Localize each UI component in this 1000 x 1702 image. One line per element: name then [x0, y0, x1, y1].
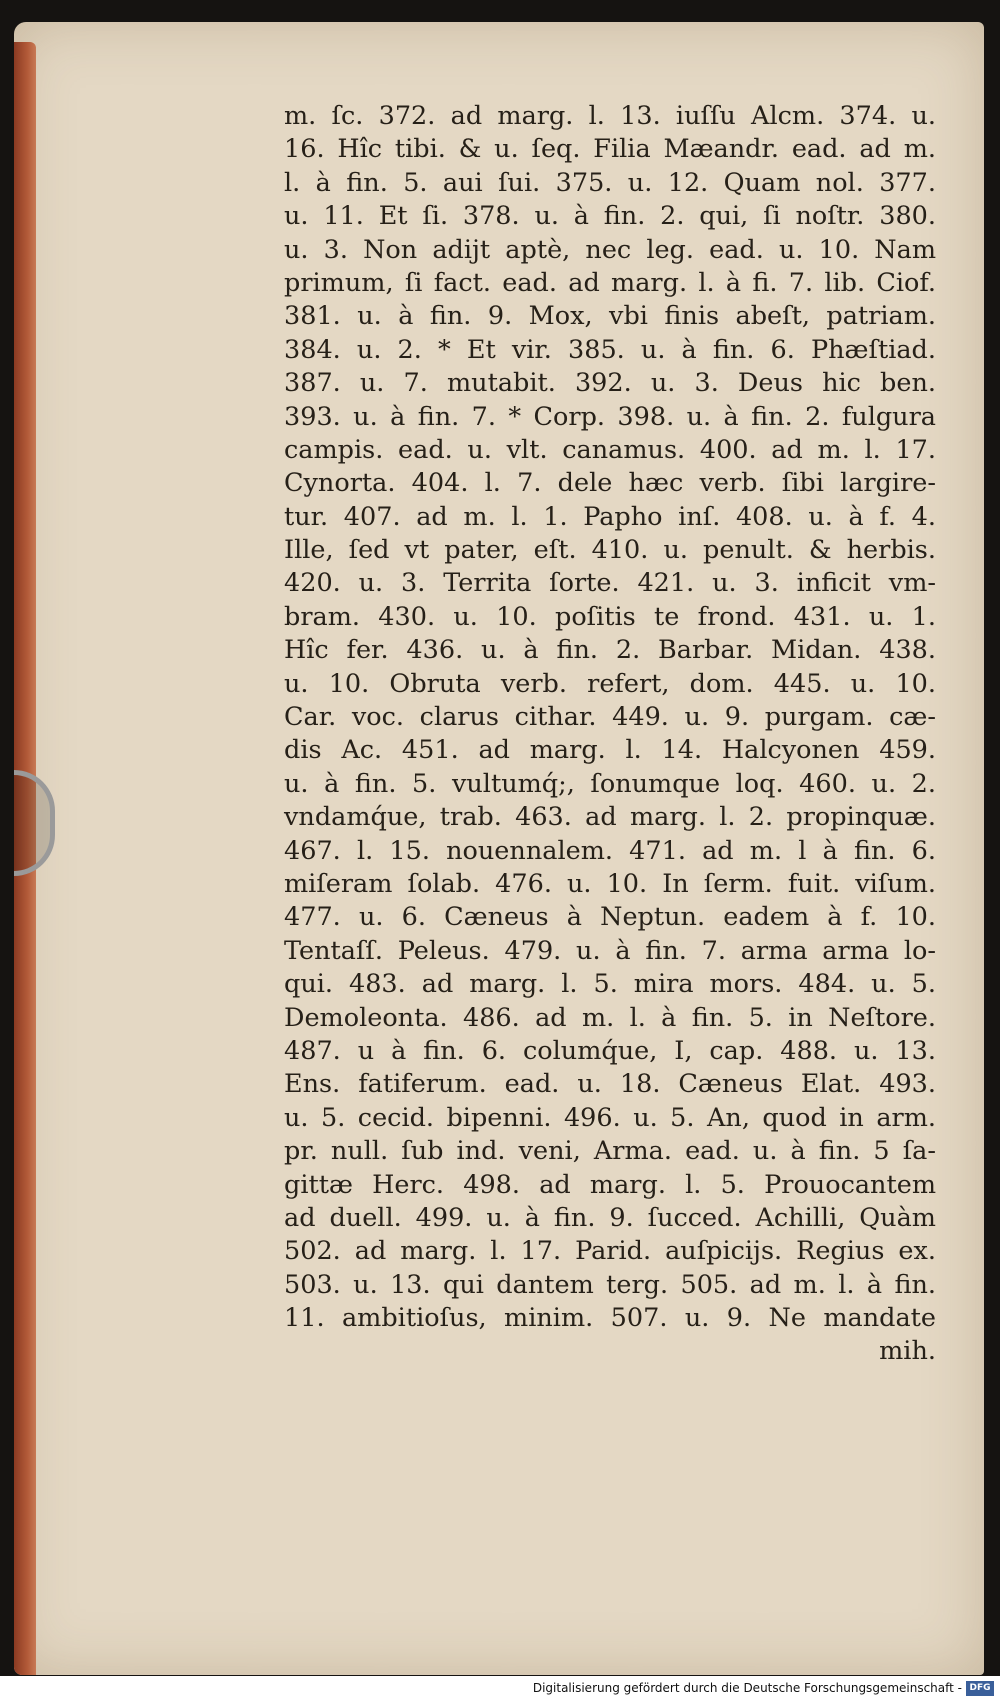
text-line: 502. ad marg. l. 17. Parid. auſpicijs. Regius ex.	[284, 1236, 936, 1267]
funding-notice: Digitalisierung gefördert durch die Deutsche Forschungsgemeinschaft -	[532, 1681, 962, 1695]
text-line: 387. u. 7. mutabit. 392. u. 3. Deus hic ben.	[284, 368, 936, 399]
text-line: gittæ Herc. 498. ad marg. l. 5. Prouocantem	[284, 1169, 936, 1200]
text-line: 16. Hîc tibi. & u. ſeq. Filia Mæandr. ead. ad m.	[284, 134, 936, 165]
text-line: dis Ac. 451. ad marg. l. 14. Halcyonen 459.	[284, 735, 936, 766]
catchword: mih.	[879, 1336, 936, 1367]
text-line: 477. u. 6. Cæneus à Neptun. eadem à f. 10.	[284, 902, 936, 933]
text-line: 381. u. à fin. 9. Mox, vbi finis abeſt, patriam.	[284, 301, 936, 332]
footer-bar	[0, 1676, 1000, 1702]
text-line: 384. u. 2. * Et vir. 385. u. à fin. 6. Phæſtiad.	[284, 334, 936, 365]
text-line: Tentaſſ. Peleus. 479. u. à fin. 7. arma arma lo-	[284, 935, 936, 966]
text-line: u. 10. Obruta verb. refert, dom. 445. u. 10.	[284, 668, 936, 699]
text-line: tur. 407. ad m. l. 1. Papho inſ. 408. u. à f. 4.	[284, 501, 936, 532]
book-page	[14, 22, 984, 1675]
text-line: 467. l. 15. nouennalem. 471. ad m. l à fin. 6.	[284, 835, 936, 866]
text-line: campis. ead. u. vlt. canamus. 400. ad m. l. 17.	[284, 434, 936, 465]
text-line: u. 11. Et ſi. 378. u. à fin. 2. qui, ſi noſtr. 380.	[284, 201, 936, 232]
metal-clasp	[14, 770, 55, 876]
text-line: 11. ambitioſus, minim. 507. u. 9. Ne mandate	[284, 1303, 936, 1334]
text-line: primum, ſi fact. ead. ad marg. l. à fi. 7. lib. Ciof.	[284, 267, 936, 298]
text-line: ad duell. 499. u. à fin. 9. ſucced. Achilli, Quàm	[284, 1202, 936, 1233]
text-line: miſeram ſolab. 476. u. 10. In ſerm. fuit. viſum.	[284, 868, 936, 899]
text-line: vndamq́ue, trab. 463. ad marg. l. 2. propinquæ.	[284, 802, 936, 833]
text-line: u. à fin. 5. vultumq́;, ſonumque loq. 460. u. 2.	[284, 768, 936, 799]
text-line: 420. u. 3. Territa ſorte. 421. u. 3. inficit vm-	[284, 568, 936, 599]
text-line: pr. null. ſub ind. veni, Arma. ead. u. à fin. 5 ſa-	[284, 1136, 936, 1167]
text-line: bram. 430. u. 10. poſitis te frond. 431. u. 1.	[284, 601, 936, 632]
dfg-logo: DFG	[966, 1681, 994, 1696]
text-line: Car. voc. clarus cithar. 449. u. 9. purgam. cæ-	[284, 702, 936, 733]
text-line: 393. u. à fin. 7. * Corp. 398. u. à fin. 2. fulgura	[284, 401, 936, 432]
text-line: Demoleonta. 486. ad m. l. à fin. 5. in Neſtore.	[284, 1002, 936, 1033]
text-line: m. ſc. 372. ad marg. l. 13. iuſſu Alcm. 374. u.	[284, 101, 936, 131]
text-line: 487. u à fin. 6. columq́ue, I, cap. 488. u. 13.	[284, 1035, 936, 1066]
text-line: u. 5. cecid. bipenni. 496. u. 5. An, quod in arm.	[284, 1102, 936, 1133]
text-line: 503. u. 13. qui dantem terg. 505. ad m. l. à fin.	[284, 1269, 936, 1300]
text-line: l. à fin. 5. aui ſui. 375. u. 12. Quam nol. 377.	[284, 167, 936, 198]
text-line: Ens. fatiferum. ead. u. 18. Cæneus Elat. 493.	[284, 1069, 936, 1100]
text-line: Cynorta. 404. l. 7. dele hæc verb. ſibi largire-	[284, 468, 936, 499]
text-line: Ille, ſed vt pater, eſt. 410. u. penult. & herbis.	[284, 535, 936, 566]
text-line: Hîc fer. 436. u. à fin. 2. Barbar. Midan. 438.	[284, 635, 936, 666]
errata-text-block	[284, 100, 936, 1369]
text-line: u. 3. Non adijt aptè, nec leg. ead. u. 10. Nam	[284, 234, 936, 265]
text-line: qui. 483. ad marg. l. 5. mira mors. 484. u. 5.	[284, 969, 936, 1000]
